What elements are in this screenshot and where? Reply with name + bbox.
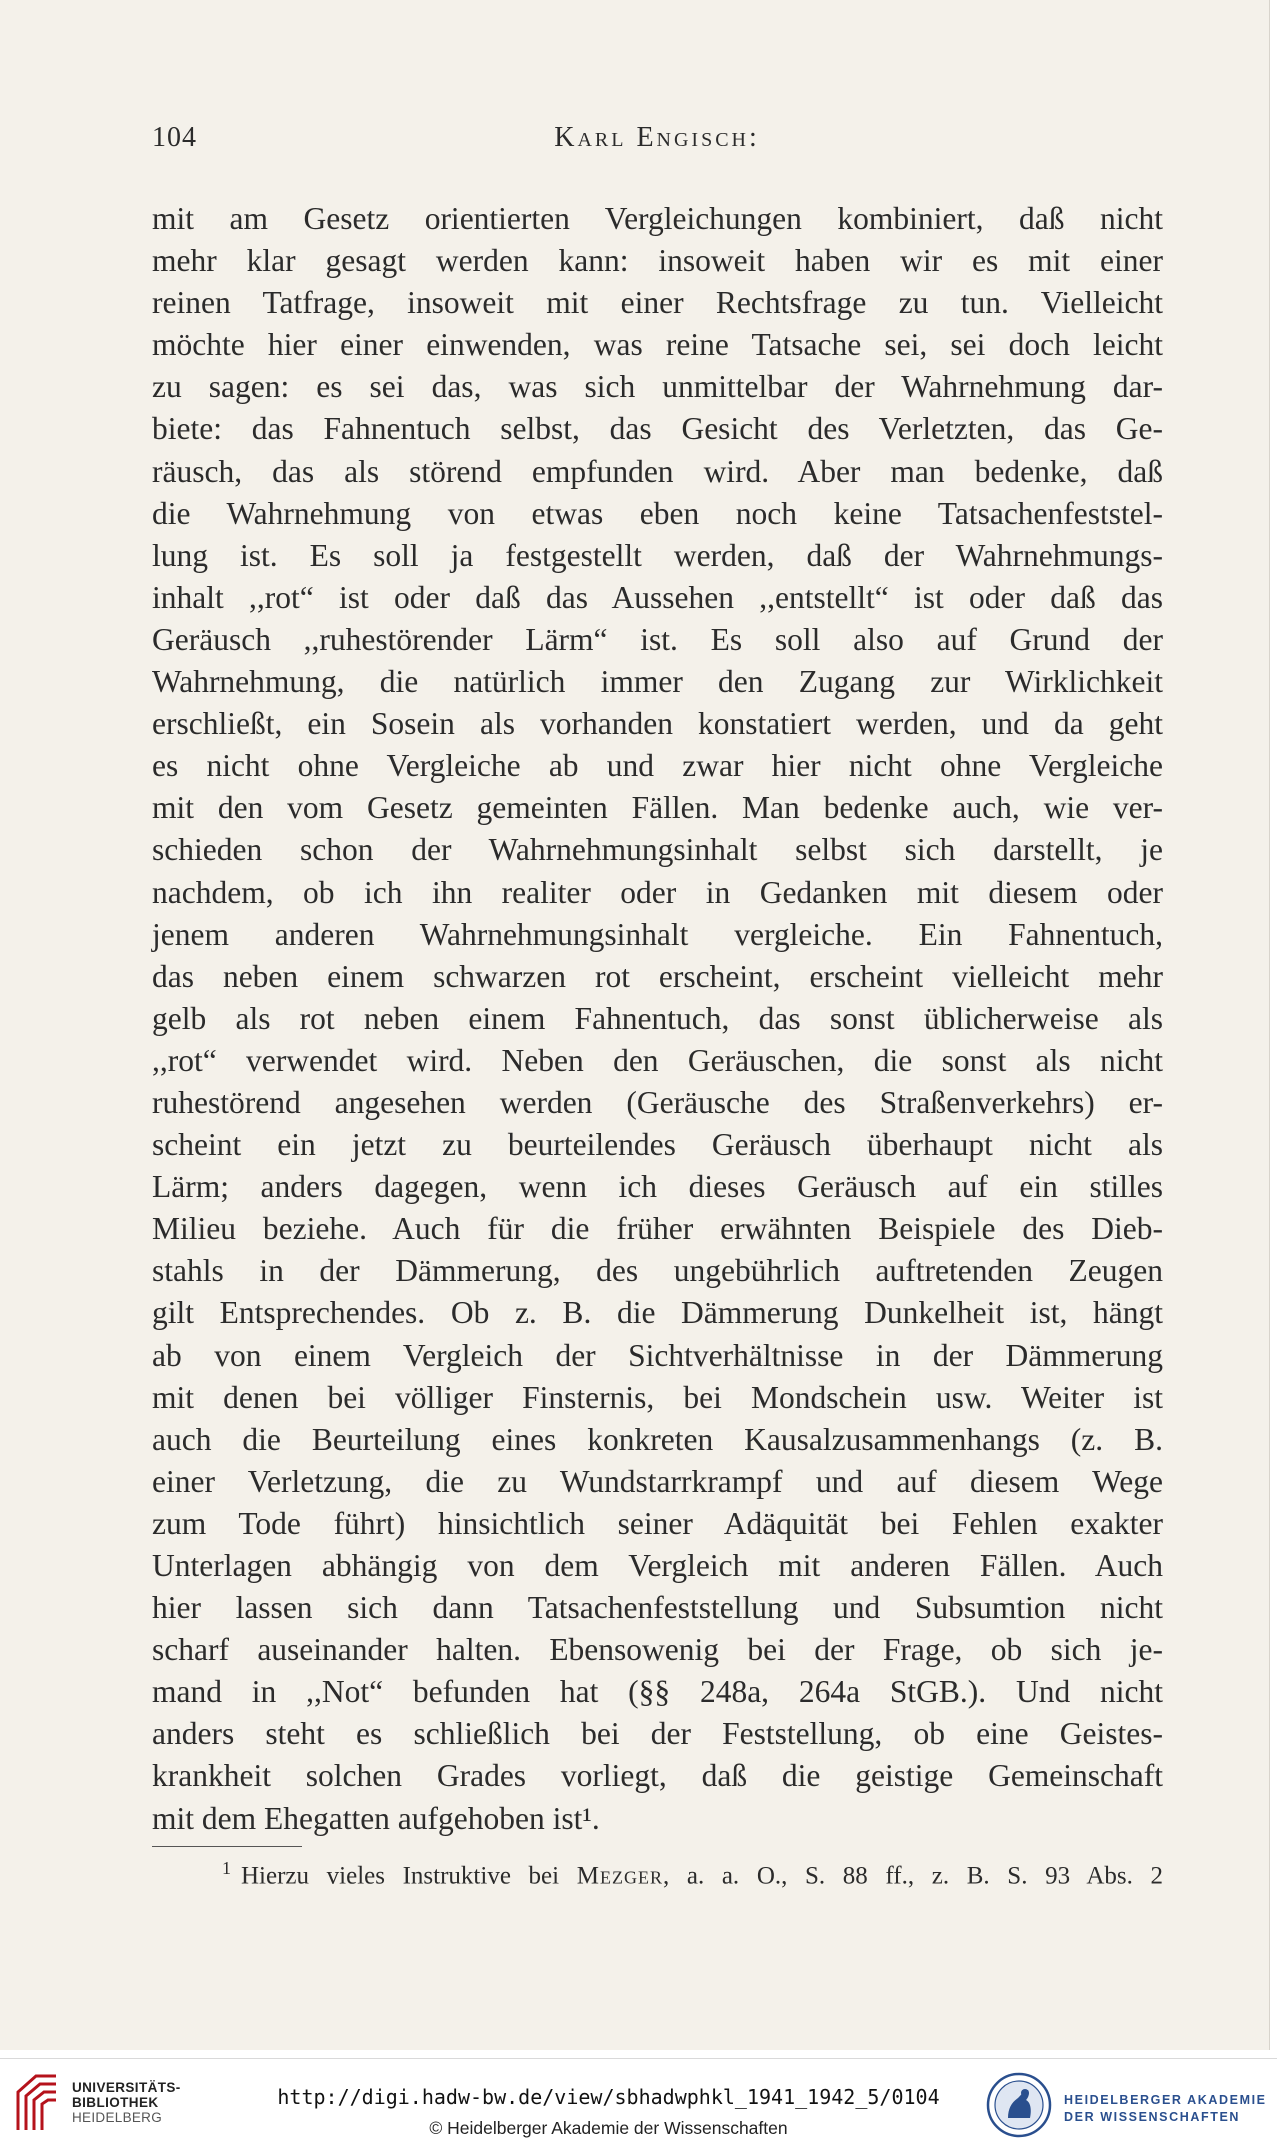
page-number: 104 [152,122,197,153]
library-line-2: BIBLIOTHEK [72,2095,159,2110]
text-line: möchte hier einer einwenden, was reine Tatsache sei, sei doch leicht [152,327,1163,363]
footnote [152,1852,1163,1892]
text-line: gilt Entsprechendes. Ob z. B. die Dämmerung Dunkelheit ist, hängt [152,1295,1163,1331]
text-line: nachdem, ob ich ihn realiter oder in Gedanken mit diesem oder [152,874,1163,910]
text-line: reinen Tatfrage, insoweit mit einer Rechtsfrage zu tun. Vielleicht [152,285,1163,321]
page-header [152,122,1162,162]
text-line: erschließt, ein Sosein als vorhanden konstatiert werden, und da geht [152,706,1163,742]
text-line: ab von einem Vergleich der Sichtverhältnisse in der Dämmerung [152,1337,1163,1373]
text-line: inhalt ,,rot“ ist oder daß das Aussehen ,,entstellt“ ist oder daß das [152,579,1163,615]
copyright-notice: © Heidelberger Akademie der Wissenschaften [429,2118,788,2138]
text-line: ,,rot“ verwendet wird. Neben den Geräuschen, die sonst als nicht [152,1042,1163,1078]
text-line: Geräusch ,,ruhestörender Lärm“ ist. Es soll also auf Grund der [152,621,1163,657]
library-line-1: UNIVERSITÄTS- [72,2080,181,2095]
permalink-url[interactable]: http://digi.hadw-bw.de/view/sbhadwphkl_1941_1942_5/0104 [277,2085,940,2109]
text-line: mit am Gesetz orientierten Vergleichungen kombiniert, daß nicht [152,201,1163,236]
text-line: hier lassen sich dann Tatsachenfeststellung und Subsumtion nicht [152,1590,1163,1626]
text-line: es nicht ohne Vergleiche ab und zwar hier nicht ohne Vergleiche [152,748,1163,784]
text-line: scheint ein jetzt zu beurteilendes Geräusch überhaupt nicht als [152,1127,1163,1163]
text-line: mit dem Ehegatten aufgehoben ist¹. [152,1800,600,1836]
text-line: scharf auseinander halten. Ebensowenig bei der Frage, ob sich je- [152,1632,1163,1668]
text-line: zum Tode führt) hinsichtlich seiner Adäquität bei Fehlen exakter [152,1505,1163,1541]
text-line: auch die Beurteilung eines konkreten Kausalzusammenhangs (z. B. [152,1421,1163,1457]
footnote-marker: 1 [222,1858,231,1878]
text-line: räusch, das als störend empfunden wird. Aber man bedenke, daß [152,453,1163,489]
text-line: Wahrnehmung, die natürlich immer den Zugang zur Wirklichkeit [152,664,1163,700]
running-head: Karl Engisch: [554,122,760,153]
academy-name [1064,2092,1267,2126]
academy-line-1: HEIDELBERGER AKADEMIE [1064,2093,1267,2107]
text-line: einer Verletzung, die zu Wundstarrkrampf und auf diesem Wege [152,1463,1163,1499]
text-line: lung ist. Es soll ja festgestellt werden, daß der Wahrnehmungs- [152,537,1163,573]
text-line: ruhestörend angesehen werden (Geräusche des Straßenverkehrs) er- [152,1084,1163,1120]
library-line-3: HEIDELBERG [72,2110,163,2125]
text-line: die Wahrnehmung von etwas eben noch keine Tatsachenfeststel- [152,495,1163,531]
text-line: anders steht es schließlich bei der Feststellung, ob eine Geistes- [152,1716,1163,1752]
academy-seal-icon [986,2072,1052,2138]
footnote-rule [152,1846,302,1847]
text-line: mehr klar gesagt werden kann: insoweit haben wir es mit einer [152,243,1163,279]
footer-divider [0,2058,1277,2059]
text-line: schieden schon der Wahrnehmungsinhalt selbst sich darstellt, je [152,832,1163,868]
text-line: biete: das Fahnentuch selbst, das Gesicht des Verletzten, das Ge- [152,411,1163,447]
text-line: mit denen bei völliger Finsternis, bei Mondschein usw. Weiter ist [152,1379,1163,1415]
text-line: Unterlagen abhängig von dem Vergleich mit anderen Fällen. Auch [152,1548,1163,1583]
footnote-text-before: Hierzu vieles Instruktive bei [241,1862,560,1890]
text-line: Milieu beziehe. Auch für die früher erwähnten Beispiele des Dieb- [152,1211,1163,1247]
text-line: gelb als rot neben einem Fahnentuch, das sonst üblicherweise als [152,1000,1163,1036]
text-line: jenem anderen Wahrnehmungsinhalt vergleiche. Ein Fahnentuch, [152,916,1163,952]
text-line: stahls in der Dämmerung, des ungebührlich auftretenden Zeugen [152,1253,1163,1289]
body-text [152,198,1163,1840]
text-line: mand in ,,Not“ befunden hat (§§ 248a, 264a StGB.). Und nicht [152,1674,1163,1710]
text-line: zu sagen: es sei das, was sich unmittelbar der Wahrnehmung dar- [152,369,1163,405]
text-line: krankheit solchen Grades vorliegt, daß die geistige Gemeinschaft [152,1758,1163,1794]
academy-line-2: DER WISSENSCHAFTEN [1064,2110,1241,2124]
text-line: Lärm; anders dagegen, wenn ich dieses Geräusch auf ein stilles [152,1169,1163,1205]
text-line: das neben einem schwarzen rot erscheint, erscheint vielleicht mehr [152,958,1163,994]
text-line: mit den vom Gesetz gemeinten Fällen. Man bedenke auch, wie ver- [152,790,1163,826]
footnote-author: Mezger [576,1862,663,1890]
footnote-text-after: , a. a. O., S. 88 ff., z. B. S. 93 Abs. 2 [662,1862,1164,1890]
